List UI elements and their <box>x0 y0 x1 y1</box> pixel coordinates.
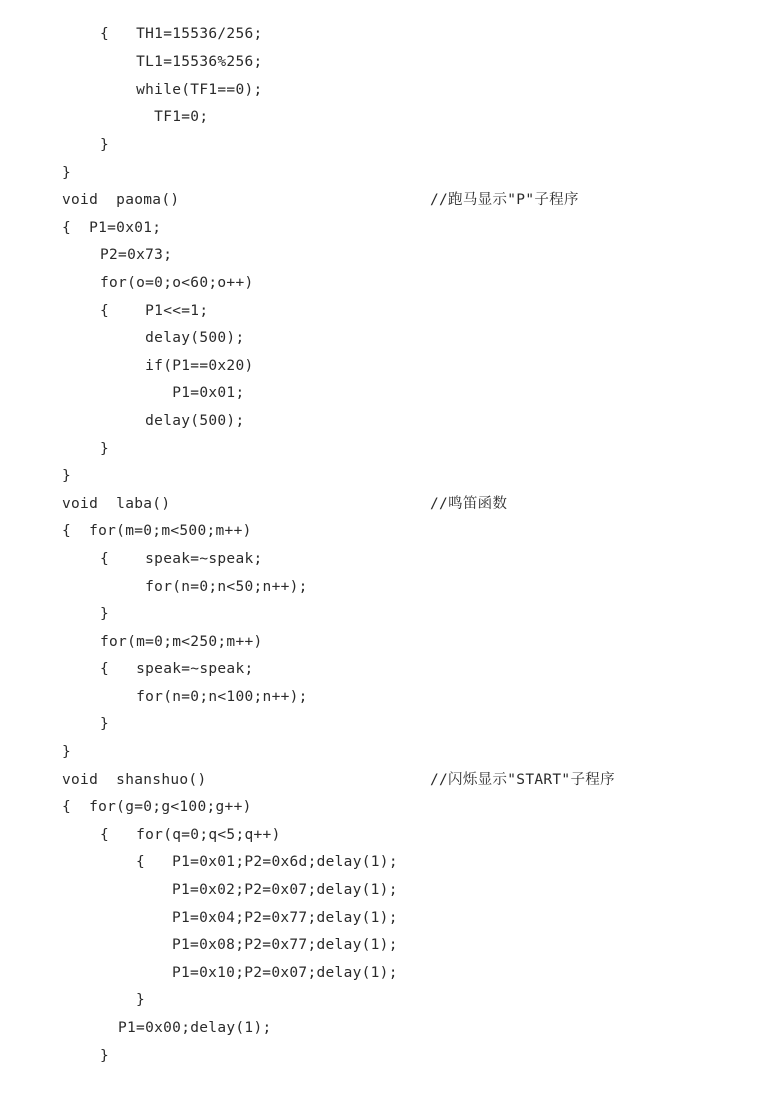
comment-laba: //鸣笛函数 <box>430 496 508 512</box>
code-line: P1=0x00;delay(1); <box>118 1020 272 1036</box>
code-line: P1=0x01; <box>100 385 245 401</box>
code-line: if(P1==0x20) <box>100 358 254 374</box>
code-line: delay(500); <box>100 330 245 346</box>
function-header-paoma: void paoma() <box>62 192 180 208</box>
code-line: { P1<<=1; <box>100 303 209 319</box>
code-line: } <box>100 441 110 457</box>
code-line: P1=0x02;P2=0x07;delay(1); <box>172 882 398 898</box>
code-line: TF1=0; <box>100 109 209 125</box>
code-line: } <box>100 606 110 622</box>
comment-paoma: //跑马显示"P"子程序 <box>430 192 579 208</box>
code-line: { for(q=0;q<5;q++) <box>100 827 281 843</box>
code-line: } <box>100 137 110 153</box>
code-line: { speak=~speak; <box>100 551 263 567</box>
code-line: { for(g=0;g<100;g++) <box>62 799 252 815</box>
code-line: { TH1=15536/256; <box>100 26 263 42</box>
code-line: { P1=0x01; <box>62 220 162 236</box>
code-line: } <box>62 468 72 484</box>
code-line: } <box>62 744 72 760</box>
code-line: for(o=0;o<60;o++) <box>100 275 254 291</box>
code-line: for(m=0;m<250;m++) <box>100 634 263 650</box>
code-line: } <box>100 716 110 732</box>
code-line: P1=0x08;P2=0x77;delay(1); <box>172 937 398 953</box>
function-header-laba: void laba() <box>62 496 171 512</box>
code-line: for(n=0;n<100;n++); <box>100 689 308 705</box>
function-header-shanshuo: void shanshuo() <box>62 772 207 788</box>
code-line: delay(500); <box>100 413 245 429</box>
code-line: P1=0x10;P2=0x07;delay(1); <box>172 965 398 981</box>
code-line: P2=0x73; <box>100 247 173 263</box>
code-line: } <box>100 1048 110 1064</box>
code-line: TL1=15536%256; <box>100 54 263 70</box>
comment-shanshuo: //闪烁显示"START"子程序 <box>430 772 615 788</box>
code-line: while(TF1==0); <box>100 82 263 98</box>
code-line: { P1=0x01;P2=0x6d;delay(1); <box>136 854 398 870</box>
code-line: P1=0x04;P2=0x77;delay(1); <box>172 910 398 926</box>
code-line: } <box>62 165 72 181</box>
code-line: for(n=0;n<50;n++); <box>100 579 308 595</box>
code-line: { for(m=0;m<500;m++) <box>62 523 252 539</box>
code-line: } <box>136 992 146 1008</box>
code-line: { speak=~speak; <box>100 661 254 677</box>
